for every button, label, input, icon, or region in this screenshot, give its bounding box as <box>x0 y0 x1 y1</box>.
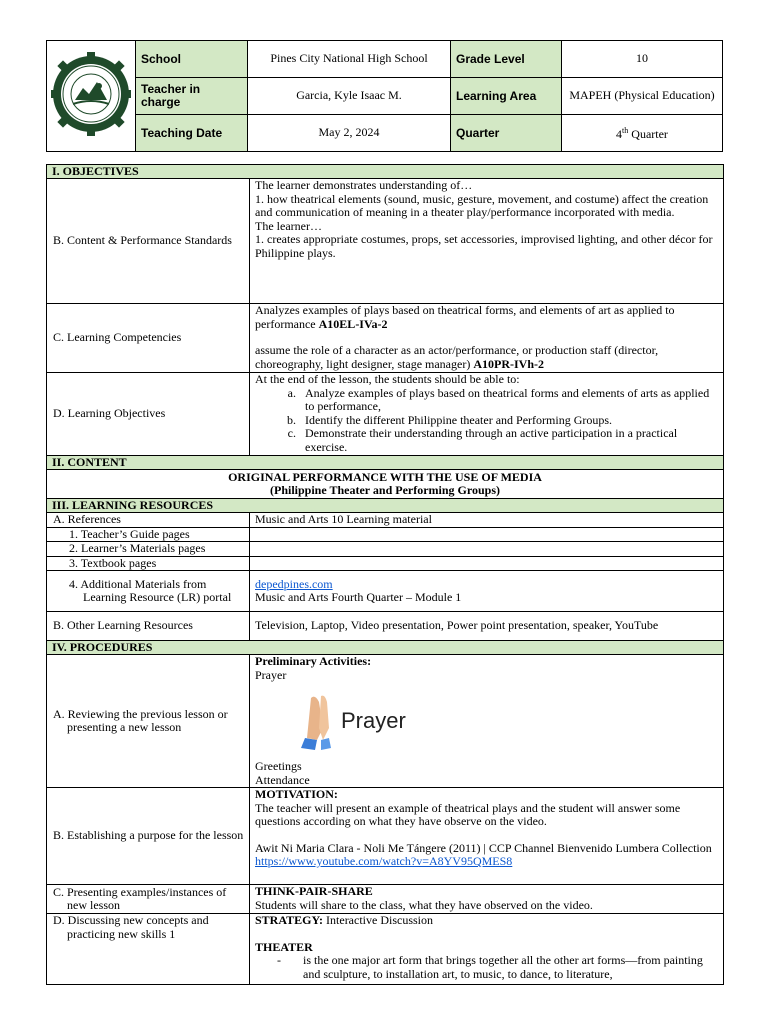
presenting-content <box>250 885 724 914</box>
additional-materials-label-text: 4. Additional Materials from Learning Resource (LR) portal <box>69 576 232 604</box>
discussing-label-text: D. Discussing new concepts and practicing new skills 1 <box>53 913 209 941</box>
greetings-text: Greetings <box>255 759 302 773</box>
module-text: Music and Arts Fourth Quarter – Module 1 <box>255 590 462 604</box>
date-label: Teaching Date <box>136 115 248 152</box>
strategy-value: Interactive Discussion <box>323 913 433 927</box>
additional-materials-value <box>250 571 724 612</box>
date-value: May 2, 2024 <box>248 115 451 152</box>
attendance-text: Attendance <box>255 772 310 787</box>
procedures-heading: IV. PROCEDURES <box>47 641 724 655</box>
teacher-value: Garcia, Kyle Isaac M. <box>248 78 451 115</box>
reviewing-content <box>250 655 724 788</box>
competency-1: Analyzes examples of plays based on theatrical forms, and elements of art as applied to performance <box>255 303 675 331</box>
content-standards-lines <box>255 179 718 260</box>
content-line-2: (Philippine Theater and Performing Groups) <box>270 483 501 497</box>
discussing-content <box>250 914 724 985</box>
content-standard-line: 1. creates appropriate costumes, props, set accessories, improvised lighting, and other décor for <box>255 232 713 246</box>
grade-value: 10 <box>562 41 723 78</box>
content-standards-text <box>250 179 724 304</box>
learning-objectives-label: D. Learning Objectives <box>47 373 250 456</box>
content-title <box>47 470 724 499</box>
purpose-label <box>47 788 250 885</box>
objectives-heading: I. OBJECTIVES <box>47 165 724 179</box>
content-standard-line: The learner demonstrates understanding of… <box>255 178 473 192</box>
learners-materials-value <box>250 542 724 557</box>
other-resources-label: B. Other Learning Resources <box>47 612 250 641</box>
area-value: MAPEH (Physical Education) <box>562 78 723 115</box>
presenting-label <box>47 885 250 914</box>
think-pair-share-heading: THINK-PAIR-SHARE <box>255 884 373 898</box>
content-line-1: ORIGINAL PERFORMANCE WITH THE USE OF MEDIA <box>228 469 542 484</box>
content-standards-label <box>47 179 250 304</box>
quarter-num: 4 <box>616 127 623 142</box>
teachers-guide-value <box>250 527 724 542</box>
learning-objectives-text <box>250 373 724 456</box>
discussing-label <box>47 914 250 985</box>
competency-2: assume the role of a character as an actor/performance, or production staff (director, choreography, light designer, stage manager) <box>255 343 659 371</box>
prayer-image-icon <box>281 688 449 756</box>
teacher-label: Teacher in charge <box>136 78 248 115</box>
quarter-sup: th <box>622 126 629 136</box>
think-pair-share-text: Students will share to the class, what they have observed on the video. <box>255 897 593 912</box>
learning-objectives-list <box>255 387 718 455</box>
school-value: Pines City National High School <box>248 41 451 78</box>
lesson-plan-table <box>46 164 724 985</box>
content-standard-line: The learner… <box>255 218 322 233</box>
learning-objective-item: b. Identify the different Philippine theater and Performing Groups. <box>299 414 718 428</box>
depedpines-link[interactable]: depedpines.com <box>255 576 333 591</box>
quarter-value <box>562 115 723 152</box>
prayer-image-text: Prayer <box>341 708 406 733</box>
teachers-guide-label: 1. Teacher’s Guide pages <box>47 527 250 542</box>
content-standards-label-text: B. Content & Performance Standards <box>53 233 232 248</box>
content-standard-line: 1. how theatrical elements (sound, music, gesture, movement, and costume) affect the creation <box>255 191 709 206</box>
purpose-content <box>250 788 724 885</box>
header-table <box>46 40 723 152</box>
school-label: School <box>136 41 248 78</box>
learning-objective-item: a. Analyze examples of plays based on theatrical forms and elements of arts as applied to performance, <box>299 387 718 414</box>
strategy-label: STRATEGY: <box>255 913 324 927</box>
theater-bullets <box>255 954 718 981</box>
purpose-label-text: B. Establishing a purpose for the lesson <box>53 828 244 843</box>
quarter-word: Quarter <box>628 127 668 142</box>
grade-label: Grade Level <box>451 41 562 78</box>
content-heading: II. CONTENT <box>47 456 724 470</box>
learners-materials-label: 2. Learner’s Materials pages <box>47 542 250 557</box>
content-standard-line: Philippine plays. <box>255 245 336 260</box>
references-label: A. References <box>47 513 250 528</box>
learning-objectives-intro: At the end of the lesson, the students should be able to: <box>255 372 520 386</box>
competency-2-code: A10PR-IVh-2 <box>473 356 544 371</box>
presenting-label-text: C. Presenting examples/instances of new lesson <box>53 884 227 912</box>
other-resources-value: Television, Laptop, Video presentation, Power point presentation, speaker, YouTube <box>250 612 724 641</box>
resources-heading: III. LEARNING RESOURCES <box>47 499 724 513</box>
theater-heading: THEATER <box>255 939 313 954</box>
competencies-label: C. Learning Competencies <box>47 304 250 373</box>
youtube-link[interactable]: https://www.youtube.com/watch?v=A8YV95QMES8 <box>255 854 513 868</box>
area-label: Learning Area <box>451 78 562 115</box>
quarter-label: Quarter <box>451 115 562 152</box>
video-title: Awit Ni Maria Clara - Noli Me Tángere (2011) | CCP Channel Bienvenido Lumbera Collection <box>255 840 712 855</box>
competencies-text <box>250 304 724 373</box>
preliminary-heading: Preliminary Activities: <box>255 654 372 668</box>
textbook-value <box>250 556 724 571</box>
prayer-text: Prayer <box>255 667 287 682</box>
motivation-text: The teacher will present an example of theatrical plays and the student will answer some questions according on what they have observe on the video. <box>255 800 681 828</box>
theater-bullet: - is the one major art form that brings together all the other art forms—from painting and sculpture, to installation art, to music, to dance, to literature, <box>299 954 718 981</box>
motivation-heading: MOTIVATION: <box>255 787 338 801</box>
reviewing-label <box>47 655 250 788</box>
textbook-label: 3. Textbook pages <box>47 556 250 571</box>
competency-1-code: A10EL-IVa-2 <box>318 316 388 331</box>
school-logo-cell <box>47 41 136 152</box>
content-standard-line: and communication of meaning in a theater play/performance incorporated with media. <box>255 205 675 219</box>
reviewing-label-text: A. Reviewing the previous lesson or presenting a new lesson <box>53 706 228 734</box>
additional-materials-label <box>47 571 250 612</box>
references-value: Music and Arts 10 Learning material <box>250 513 724 528</box>
learning-objective-item: c. Demonstrate their understanding through an active participation in a practical exercise. <box>299 427 718 454</box>
university-seal-icon <box>51 42 131 146</box>
